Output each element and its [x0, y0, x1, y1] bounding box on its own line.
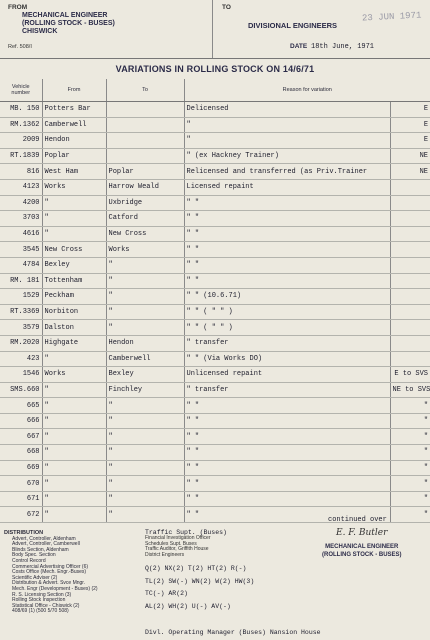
from-cell: New Cross — [42, 242, 106, 258]
distribution-item: Advert, Controller, Aldenham — [12, 535, 76, 542]
code-cell — [390, 226, 430, 242]
to-cell: Poplar — [106, 164, 184, 180]
reason-cell: " " (10.6.71) — [184, 289, 390, 305]
code-cell: NE to SVS — [390, 382, 430, 398]
from-cell: " — [42, 382, 106, 398]
reason-cell: " (ex Hackney Trainer) — [184, 148, 390, 164]
district-codes-line: AL(2) WH(2) U(-) AV(-) — [145, 602, 231, 610]
to-cell — [106, 133, 184, 149]
vehicle-cell: 1529 — [0, 289, 42, 305]
table-row — [0, 257, 430, 273]
signature-line: (ROLLING STOCK - BUSES) — [322, 552, 402, 558]
distribution-right — [145, 529, 254, 613]
code-cell: E — [390, 102, 430, 118]
from-cell: Camberwell — [42, 117, 106, 133]
reference: Ref. 508/I — [8, 44, 32, 50]
col-to-header: To — [106, 79, 184, 102]
code-cell: NE — [390, 164, 430, 180]
table-row — [0, 273, 430, 289]
to-cell: " — [106, 289, 184, 305]
reason-cell: " " ( " " ) — [184, 320, 390, 336]
distribution-item: Body Spec. Section — [12, 552, 56, 559]
from-cell: " — [42, 195, 106, 211]
code-cell: NE — [390, 148, 430, 164]
vehicle-cell: 672 — [0, 507, 42, 523]
continued-over: continued over — [328, 516, 387, 524]
from-cell: " — [42, 413, 106, 429]
vehicle-cell: 3579 — [0, 320, 42, 336]
reason-cell: " — [184, 117, 390, 133]
from-line: MECHANICAL ENGINEER — [22, 12, 108, 19]
from-cell: " — [42, 429, 106, 445]
distribution-item: Control Record — [12, 557, 46, 564]
signature-block — [322, 543, 402, 559]
table-row — [0, 304, 430, 320]
to-address: DIVISIONAL ENGINEERS — [248, 21, 338, 30]
reason-cell: " " ( " " ) — [184, 304, 390, 320]
from-address — [22, 12, 115, 36]
col-vehicle-header: Vehicle number — [0, 79, 42, 102]
district-codes-line: TL(2) SW(-) WN(2) W(2) HW(3) — [145, 577, 255, 585]
reason-cell: Relicensed and transferred (as Priv.Trainer — [184, 164, 390, 180]
code-cell: E — [390, 133, 430, 149]
code-cell: " — [390, 429, 430, 445]
reason-cell: " " — [184, 195, 390, 211]
from-cell: " — [42, 398, 106, 414]
table-row — [0, 211, 430, 227]
table-row — [0, 179, 430, 195]
table-row — [0, 398, 430, 414]
from-cell: " — [42, 211, 106, 227]
vehicle-cell: RM.1362 — [0, 117, 42, 133]
from-cell: " — [42, 226, 106, 242]
vehicle-cell: 3703 — [0, 211, 42, 227]
code-cell — [390, 304, 430, 320]
table-row — [0, 195, 430, 211]
code-cell — [390, 179, 430, 195]
table-row — [0, 320, 430, 336]
vehicle-cell: RM. 181 — [0, 273, 42, 289]
to-cell: " — [106, 398, 184, 414]
from-cell: Poplar — [42, 148, 106, 164]
to-cell: Works — [106, 242, 184, 258]
from-label: FROM — [8, 4, 28, 11]
vehicle-cell: RM.2020 — [0, 335, 42, 351]
divl-operating-manager: Divl. Operating Manager (Buses) Nansion House — [145, 629, 321, 636]
district-codes-line: TC(-) AR(2) — [145, 590, 188, 598]
vehicle-cell: 667 — [0, 429, 42, 445]
table-row — [0, 445, 430, 461]
to-cell: " — [106, 445, 184, 461]
table-row — [0, 289, 430, 305]
from-cell: " — [42, 445, 106, 461]
traffic-supt: Traffic Supt. (Buses) — [145, 529, 227, 536]
distribution-label: DISTRIBUTION — [4, 530, 44, 536]
distribution-item: Blinds Section, Aldenham — [12, 546, 69, 553]
to-cell — [106, 102, 184, 118]
vehicle-cell: RT.3369 — [0, 304, 42, 320]
to-label: TO — [222, 4, 231, 11]
vehicle-cell: 671 — [0, 491, 42, 507]
to-cell: " — [106, 413, 184, 429]
reason-cell: " " — [184, 445, 390, 461]
to-cell: Harrow Weald — [106, 179, 184, 195]
from-cell: " — [42, 491, 106, 507]
distribution-item: Distribution & Advert. Svce Mngr. — [12, 580, 86, 587]
code-cell: " — [390, 476, 430, 492]
code-cell: E to SVS — [390, 367, 430, 383]
from-cell: Works — [42, 179, 106, 195]
to-cell: " — [106, 429, 184, 445]
reason-cell: " — [184, 133, 390, 149]
vehicle-cell: 816 — [0, 164, 42, 180]
to-cell: Hendon — [106, 335, 184, 351]
distribution-item: Statistical Office - Chiswick (2) — [12, 602, 80, 609]
vehicle-cell: 2009 — [0, 133, 42, 149]
signature-line: MECHANICAL ENGINEER — [325, 544, 399, 550]
vehicle-cell: SMS.660 — [0, 382, 42, 398]
vehicle-cell: 666 — [0, 413, 42, 429]
vehicle-cell: 4123 — [0, 179, 42, 195]
table-row — [0, 102, 430, 118]
table-row — [0, 164, 430, 180]
from-cell: " — [42, 460, 106, 476]
code-cell — [390, 257, 430, 273]
distribution-item: Traffic Auditor, Griffith House — [145, 546, 209, 553]
from-cell: Works — [42, 367, 106, 383]
distribution-item: 408/69 (1) (500 5/70 508) — [12, 608, 69, 615]
from-cell: " — [42, 351, 106, 367]
reason-cell: " " — [184, 273, 390, 289]
reason-cell: Licensed repaint — [184, 179, 390, 195]
table-row — [0, 413, 430, 429]
code-cell — [390, 289, 430, 305]
from-cell: " — [42, 507, 106, 523]
reason-cell: " transfer — [184, 382, 390, 398]
to-cell: " — [106, 257, 184, 273]
reason-cell: " " — [184, 242, 390, 258]
to-cell: New Cross — [106, 226, 184, 242]
code-cell — [390, 242, 430, 258]
from-cell: Bexley — [42, 257, 106, 273]
from-line: (ROLLING STOCK - BUSES) — [22, 20, 115, 27]
vehicle-cell: 1546 — [0, 367, 42, 383]
distribution-item: District Engineers — [145, 551, 185, 558]
to-cell: " — [106, 320, 184, 336]
code-cell — [390, 211, 430, 227]
vehicle-cell: 4200 — [0, 195, 42, 211]
reason-cell: " " — [184, 491, 390, 507]
table-row — [0, 382, 430, 398]
code-cell: " — [390, 445, 430, 461]
to-cell: " — [106, 476, 184, 492]
code-cell: " — [390, 398, 430, 414]
vehicle-cell: 668 — [0, 445, 42, 461]
from-cell: Dalston — [42, 320, 106, 336]
distribution-item: Schedules Supt. Buses — [145, 540, 197, 547]
to-cell — [106, 117, 184, 133]
distribution-item: Mech. Engr (Development - Buses) (2) — [12, 585, 98, 592]
distribution-item: Financial Investigation Officer — [145, 535, 211, 541]
vehicle-cell: 4784 — [0, 257, 42, 273]
variations-table — [0, 79, 430, 523]
code-cell — [390, 273, 430, 289]
to-cell: " — [106, 491, 184, 507]
table-row — [0, 226, 430, 242]
col-from-header: From — [42, 79, 106, 102]
code-cell: " — [390, 507, 430, 523]
reason-cell: " " — [184, 413, 390, 429]
to-cell: " — [106, 507, 184, 523]
district-codes-line: Q(2) NX(2) T(2) HT(2) R(-) — [145, 565, 247, 573]
reason-cell: Delicensed — [184, 102, 390, 118]
reason-cell: " " — [184, 429, 390, 445]
distribution-item: Commercial Advertising Officer (6) — [12, 563, 89, 570]
reason-cell: " " — [184, 226, 390, 242]
table-row — [0, 476, 430, 492]
vehicle-cell: 665 — [0, 398, 42, 414]
to-cell: Bexley — [106, 367, 184, 383]
date-value: 18th June, 1971 — [311, 43, 375, 51]
reason-cell: " " — [184, 476, 390, 492]
table-header-row — [0, 79, 430, 102]
table-row — [0, 117, 430, 133]
to-cell: Uxbridge — [106, 195, 184, 211]
code-cell: E — [390, 117, 430, 133]
to-cell: " — [106, 460, 184, 476]
distribution-item: Scientific Adviser (2) — [12, 574, 58, 581]
from-cell: Hendon — [42, 133, 106, 149]
reason-cell: " " (Via Works DO) — [184, 351, 390, 367]
from-cell: Norbiton — [42, 304, 106, 320]
reason-cell: " " — [184, 211, 390, 227]
to-cell: Camberwell — [106, 351, 184, 367]
table-row — [0, 367, 430, 383]
distribution-item: R. S. Licensing Section (3) — [12, 591, 72, 598]
table-row — [0, 460, 430, 476]
date-label: DATE — [290, 43, 308, 50]
table-row — [0, 148, 430, 164]
to-cell: Catford — [106, 211, 184, 227]
code-cell — [390, 195, 430, 211]
table-row — [0, 429, 430, 445]
from-cell: Highgate — [42, 335, 106, 351]
reason-cell: " " — [184, 460, 390, 476]
vehicle-cell: 423 — [0, 351, 42, 367]
table-row — [0, 491, 430, 507]
from-cell: West Ham — [42, 164, 106, 180]
signature: E. F. Butler — [336, 528, 388, 538]
table-row — [0, 335, 430, 351]
reason-cell: " transfer — [184, 335, 390, 351]
code-cell — [390, 320, 430, 336]
vehicle-cell: 3545 — [0, 242, 42, 258]
received-stamp: 23 JUN 1971 — [361, 10, 422, 24]
table-row — [0, 351, 430, 367]
reason-cell: " " — [184, 257, 390, 273]
to-cell: " — [106, 304, 184, 320]
from-cell: " — [42, 476, 106, 492]
col-reason-header: Reason for variation — [184, 79, 430, 102]
code-cell: " — [390, 491, 430, 507]
reason-cell: " " — [184, 398, 390, 414]
from-cell: Tottenham — [42, 273, 106, 289]
distribution-block — [4, 531, 98, 615]
vehicle-cell: 670 — [0, 476, 42, 492]
distribution-item: Advert, Controller, Camberwell — [12, 541, 80, 548]
code-cell: " — [390, 413, 430, 429]
to-cell — [106, 148, 184, 164]
distribution-item: Costs Office (Mech. Engr.-Buses) — [12, 569, 87, 576]
vehicle-cell: 669 — [0, 460, 42, 476]
table-row — [0, 242, 430, 258]
table-row — [0, 133, 430, 149]
reason-cell: Unlicensed repaint — [184, 367, 390, 383]
distribution-item: Rolling Stock Inspection — [12, 597, 66, 604]
vehicle-cell: MB. 150 — [0, 102, 42, 118]
vehicle-cell: 4616 — [0, 226, 42, 242]
page-title: VARIATIONS IN ROLLING STOCK ON 14/6/71 — [115, 64, 315, 74]
code-cell — [390, 335, 430, 351]
vehicle-cell: RT.1839 — [0, 148, 42, 164]
code-cell — [390, 351, 430, 367]
from-cell: Potters Bar — [42, 102, 106, 118]
code-cell: " — [390, 460, 430, 476]
to-cell: Finchley — [106, 382, 184, 398]
from-cell: Peckham — [42, 289, 106, 305]
reason-cell: " " — [184, 507, 390, 523]
from-line: CHISWICK — [22, 28, 58, 35]
to-cell: " — [106, 273, 184, 289]
